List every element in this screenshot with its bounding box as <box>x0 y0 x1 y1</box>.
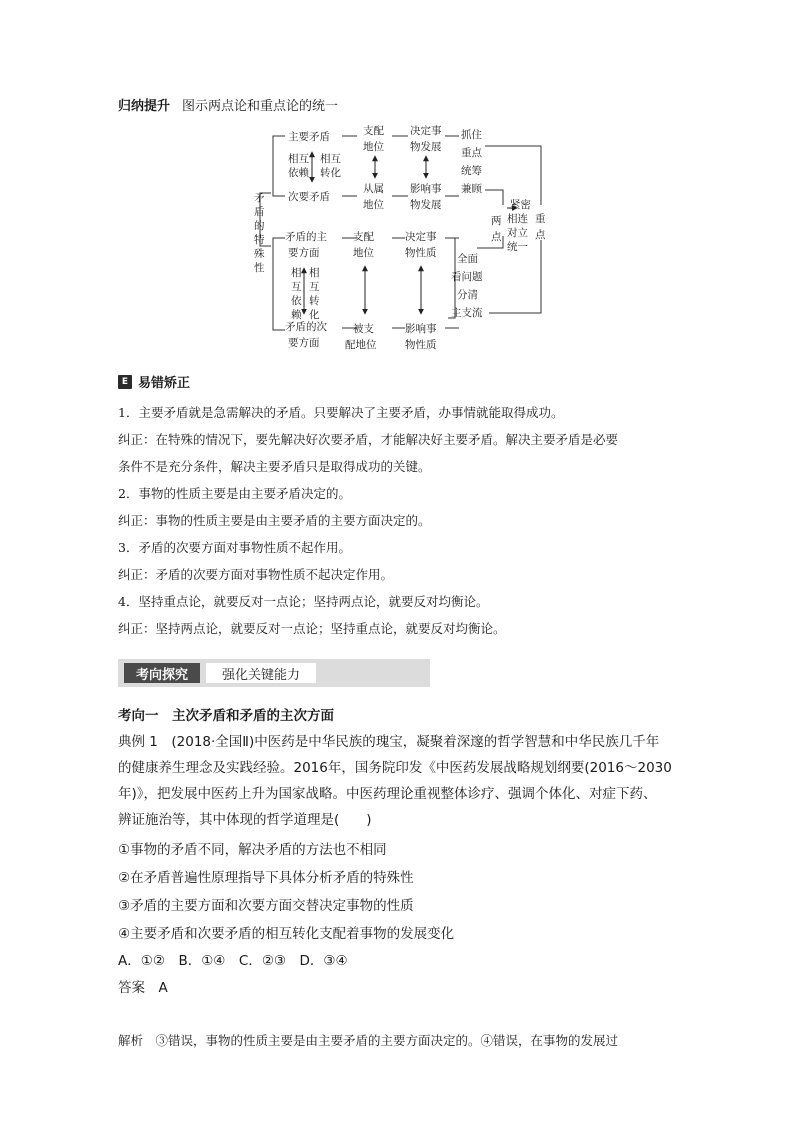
unity-3: 对立 <box>507 227 528 239</box>
minor-contradiction: 次要矛盾 <box>288 191 330 203</box>
banner-tag: 考向探究 <box>124 663 200 683</box>
summary-heading <box>118 95 338 114</box>
affect-dev-1: 影响事 <box>410 183 442 195</box>
minor-aspect-1: 矛盾的次 <box>285 321 327 333</box>
section-banner <box>118 659 430 687</box>
error-line: 条件不是充分条件，解决主要矛盾只是取得成功的关键。 <box>118 459 431 474</box>
subord-1: 从属 <box>363 183 384 195</box>
mutual-b1: 相互 <box>320 153 341 165</box>
error-badge-icon: E <box>118 375 132 389</box>
question-stem-line: 的健康养生理念及实践经验。2016年，国务院印发《中医药发展战略规划纲要(2016～2030 <box>118 760 672 776</box>
question-option: ①事物的矛盾不同，解决矛盾的方法也不相同 <box>118 842 387 858</box>
error-line: 纠正：事物的性质主要是由主要矛盾的主要方面决定的。 <box>118 513 431 528</box>
particularity-char-2: 的 <box>254 220 265 232</box>
question-stem-line: 年)》，把发展中医药上升为国家战略。中医药理论重视整体诊疗、强调个体化、对症下药、 <box>118 786 657 802</box>
mutual2-a-3: 赖 <box>291 309 302 321</box>
dominate-1: 支配 <box>363 125 384 137</box>
direction-heading: 考向一 主次矛盾和矛盾的主次方面 <box>118 708 334 724</box>
bottom-bracket <box>273 238 285 330</box>
particularity-char-4: 殊 <box>254 248 265 260</box>
question-option: ②在矛盾普遍性原理指导下具体分析矛盾的特殊性 <box>118 870 414 886</box>
allround-2: 看问题 <box>451 271 483 283</box>
unity-4: 统一 <box>507 241 528 253</box>
question-option: ④主要矛盾和次要矛盾的相互转化支配着事物的发展变化 <box>118 926 455 942</box>
allround-4: 主支流 <box>451 307 483 319</box>
particularity-char-5: 性 <box>254 262 265 274</box>
mutual2-a-1: 互 <box>291 281 302 293</box>
mutual2-a-2: 依 <box>291 295 302 307</box>
error-line: 纠正：矛盾的次要方面对事物性质不起决定作用。 <box>118 567 394 582</box>
error-line: 纠正：坚持两点论，就要反对一点论；坚持重点论，就要反对均衡论。 <box>118 621 506 636</box>
error-correction-heading <box>118 372 190 391</box>
key-point-1: 重 <box>535 213 546 225</box>
decide-dev-1: 决定事 <box>410 125 442 137</box>
error-line: 3．矛盾的次要方面对事物性质不起作用。 <box>118 540 351 555</box>
allround-1: 全面 <box>457 253 478 265</box>
mutual2-b-1: 互 <box>309 281 320 293</box>
error-line: 2．事物的性质主要是由主要矛盾决定的。 <box>118 486 351 501</box>
mutual2-b-3: 化 <box>309 309 320 321</box>
grasp-1: 抓住 <box>461 129 482 141</box>
particularity-char-3: 特 <box>254 234 265 246</box>
affect-nat-1: 影响事 <box>405 323 437 335</box>
dominate2-2: 地位 <box>353 247 374 259</box>
analysis: 解析 ③错误，事物的性质主要是由主要矛盾的主要方面决定的。④错误，在事物的发展过 <box>118 1033 619 1048</box>
unity-2: 相连 <box>507 213 528 225</box>
dominate-2: 地位 <box>363 141 384 153</box>
main-aspect-1: 矛盾的主 <box>285 231 327 243</box>
question-stem-line: 辨证施治等，其中体现的哲学道理是( ) <box>118 812 372 828</box>
summary-title: 图示两点论和重点论的统一 <box>182 99 339 114</box>
question-stem-line: 典例 1 (2018·全国Ⅱ)中医药是中华民族的瑰宝，凝聚着深邃的哲学智慧和中华民族几千年 <box>118 734 660 750</box>
unity-1: 紧密 <box>510 199 531 211</box>
error-line: 4．坚持重点论，就要反对一点论；坚持两点论，就要反对均衡论。 <box>118 594 489 609</box>
unity-diagram <box>245 118 565 358</box>
dominate2-1: 支配 <box>353 231 374 243</box>
banner-subtitle: 强化关键能力 <box>206 663 316 683</box>
particularity-char-0: 矛 <box>254 192 265 204</box>
error-heading-text: 易错矫正 <box>138 376 191 391</box>
error-line: 纠正：在特殊的情况下，要先解决好次要矛盾，才能解决好主要矛盾。解决主要矛盾是必要 <box>118 432 619 447</box>
major-contradiction: 主要矛盾 <box>288 131 330 143</box>
mutual-b2: 转化 <box>320 167 341 179</box>
mutual2-a-0: 相 <box>291 267 302 279</box>
grasp-3: 统筹 <box>461 165 482 177</box>
grasp-2: 重点 <box>461 147 482 159</box>
mutual2-b-0: 相 <box>309 267 320 279</box>
main-aspect-2: 要方面 <box>288 247 320 259</box>
particularity-char-1: 盾 <box>254 206 265 218</box>
mutual2-b-2: 转 <box>309 295 320 307</box>
top-bracket <box>273 136 285 196</box>
two-point-1: 两 <box>491 215 502 227</box>
answer-choices: A．①② B．①④ C．②③ D．③④ <box>118 953 348 969</box>
mutual-a1: 相互 <box>288 153 309 165</box>
question-option: ③矛盾的主要方面和次要方面交替决定事物的性质 <box>118 898 414 914</box>
affect-dev-2: 物发展 <box>410 199 442 211</box>
affect-nat-2: 物性质 <box>405 339 437 351</box>
two-point-2: 点 <box>491 231 502 243</box>
summary-label: 归纳提升 <box>118 99 171 114</box>
minor-aspect-2: 要方面 <box>288 337 320 349</box>
decide-nat-1: 决定事 <box>405 231 437 243</box>
dominated-1: 被支 <box>353 323 374 335</box>
allround-3: 分清 <box>457 289 478 301</box>
error-line: 1．主要矛盾就是急需解决的矛盾。只要解决了主要矛盾，办事情就能取得成功。 <box>118 405 564 420</box>
mutual-a2: 依赖 <box>288 167 309 179</box>
subord-2: 地位 <box>363 199 384 211</box>
decide-nat-2: 物性质 <box>405 247 437 259</box>
grasp-4: 兼顾 <box>461 183 482 195</box>
decide-dev-2: 物发展 <box>410 141 442 153</box>
key-point-2: 点 <box>535 229 546 241</box>
dominated-2: 配地位 <box>345 339 377 351</box>
answer: 答案 A <box>118 980 168 996</box>
